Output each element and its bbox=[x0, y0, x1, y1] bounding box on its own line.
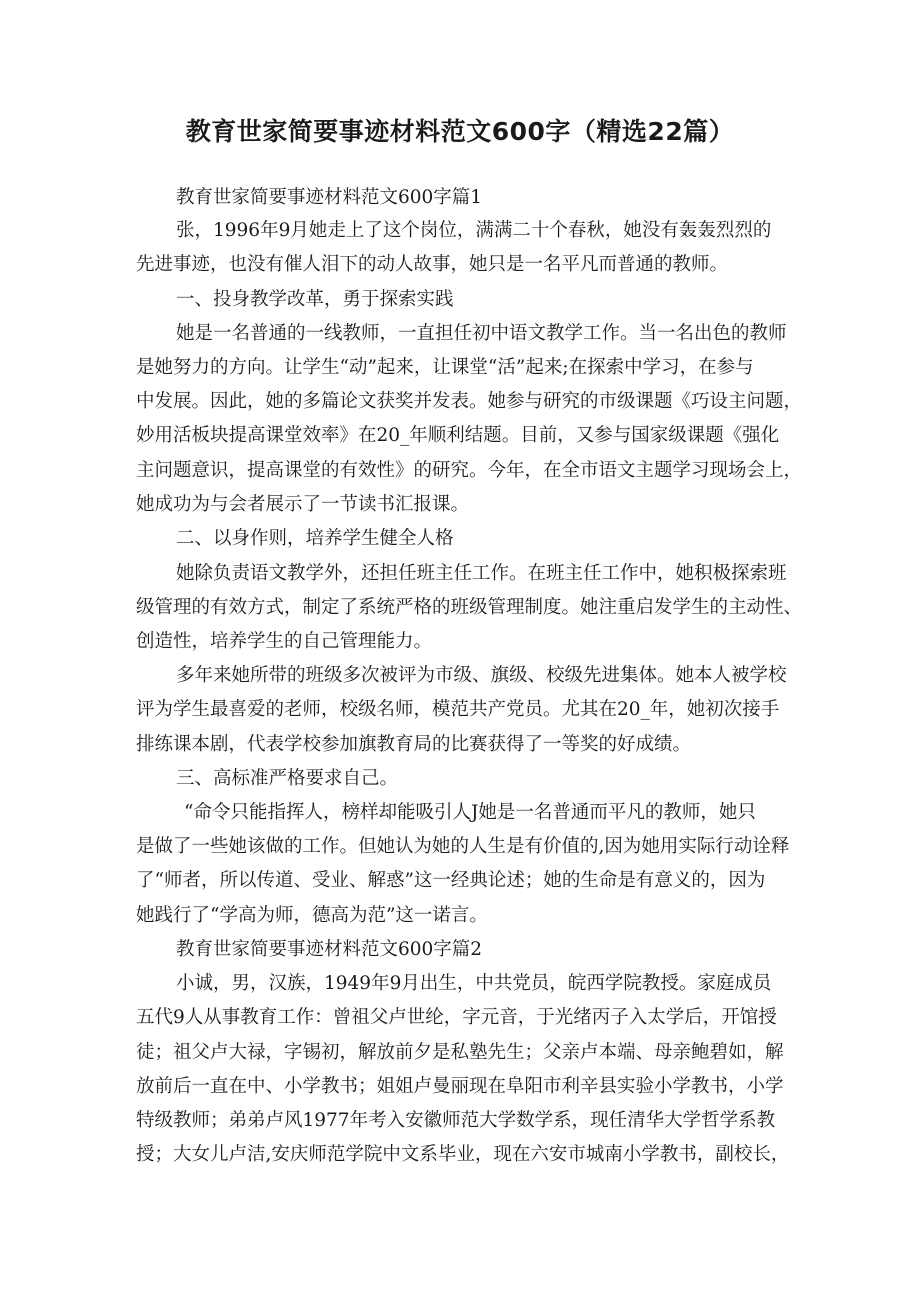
paragraph-line: 她除负责语文教学外，还担任班主任工作。在班主任工作中，她积极探索班 bbox=[176, 563, 787, 584]
paragraph-line: 多年来她所带的班级多次被评为市级、旗级、校级先进集体。她本人被学校 bbox=[176, 665, 787, 686]
paragraph-line: 是她努力的方向。让学生“动”起来，让课堂“活”起来;在探索中学习，在参与 bbox=[136, 357, 754, 378]
paragraph-line: “命令只能指挥人，榜样却能吸引人J她是一名普通而平凡的教师，她只 bbox=[184, 802, 756, 823]
paragraph-line: 主问题意识，提高课堂的有效性》的研究。今年，在全市语文主题学习现场会上， bbox=[136, 460, 803, 481]
subheading: 一、投身教学改革，勇于探索实践 bbox=[176, 289, 454, 310]
paragraph-line: 中发展。因此，她的多篇论文获奖并发表。她参与研究的市级课题《巧设主问题， bbox=[136, 391, 803, 412]
paragraph-line: 先进事迹，也没有催人泪下的动人故事，她只是一名平凡而普通的教师。 bbox=[136, 254, 729, 275]
paragraph-line: 授；大女儿卢洁,安庆师范学院中文系毕业，现在六安市城南小学教书，副校长， bbox=[136, 1144, 790, 1165]
paragraph-line: 小诚，男，汉族，1949年9月出生，中共党员，皖西学院教授。家庭成员 bbox=[176, 973, 772, 994]
section-heading: 教育世家简要事迹材料范文600字篇2 bbox=[176, 939, 483, 960]
paragraph-line: 徒；祖父卢大禄，字锡初，解放前夕是私塾先生；父亲卢本端、母亲鲍碧如，解 bbox=[136, 1042, 784, 1063]
paragraph-line: 妙用活板块提高课堂效率》在20_年顺利结题。目前，又参与国家级课题《强化 bbox=[136, 425, 780, 446]
subheading: 三、高标准严格要求自己。 bbox=[176, 768, 399, 789]
paragraph-line: 是做了一些她该做的工作。但她认为她的人生是有价值的,因为她用实际行动诠释 bbox=[136, 836, 790, 857]
paragraph-line: 五代9人从事教育工作：曾祖父卢世纶，字元音，于光绪丙子入太学后，开馆授 bbox=[136, 1007, 777, 1028]
paragraph-line: 张，1996年9月她走上了这个岗位，满满二十个春秋，她没有轰轰烈烈的 bbox=[176, 220, 772, 241]
paragraph-line: 她成功为与会者展示了一节读书汇报课。 bbox=[136, 494, 470, 515]
paragraph-line: 评为学生最喜爱的老师，校级名师，模范共产党员。尤其在20_年，她初次接手 bbox=[136, 699, 780, 720]
paragraph-line: 特级教师；弟弟卢风1977年考入安徽师范大学数学系，现任清华大学哲学系教 bbox=[136, 1110, 776, 1131]
subheading: 二、以身作则，培养学生健全人格 bbox=[176, 528, 454, 549]
paragraph-line: 了“师者，所以传道、受业、解惑”这一经典论述；她的生命是有意义的，因为 bbox=[136, 870, 766, 891]
paragraph-line: 她践行了“学高为师，德高为范”这一诺言。 bbox=[136, 905, 488, 926]
paragraph-line: 创造性，培养学生的自己管理能力。 bbox=[136, 631, 433, 652]
paragraph-line: 级管理的有效方式，制定了系统严格的班级管理制度。她注重启发学生的主动性、 bbox=[136, 597, 803, 618]
document-title: 教育世家简要事迹材料范文600字（精选22篇） bbox=[185, 117, 735, 146]
paragraph-line: 放前后一直在中、小学教书；姐姐卢曼丽现在阜阳市利辛县实验小学教书，小学 bbox=[136, 1076, 784, 1097]
section-heading: 教育世家简要事迹材料范文600字篇1 bbox=[176, 187, 483, 208]
paragraph-line: 排练课本剧，代表学校参加旗教育局的比赛获得了一等奖的好成绩。 bbox=[136, 734, 692, 755]
paragraph-line: 她是一名普通的一线教师，一直担任初中语文教学工作。当一名出色的教师 bbox=[176, 323, 787, 344]
